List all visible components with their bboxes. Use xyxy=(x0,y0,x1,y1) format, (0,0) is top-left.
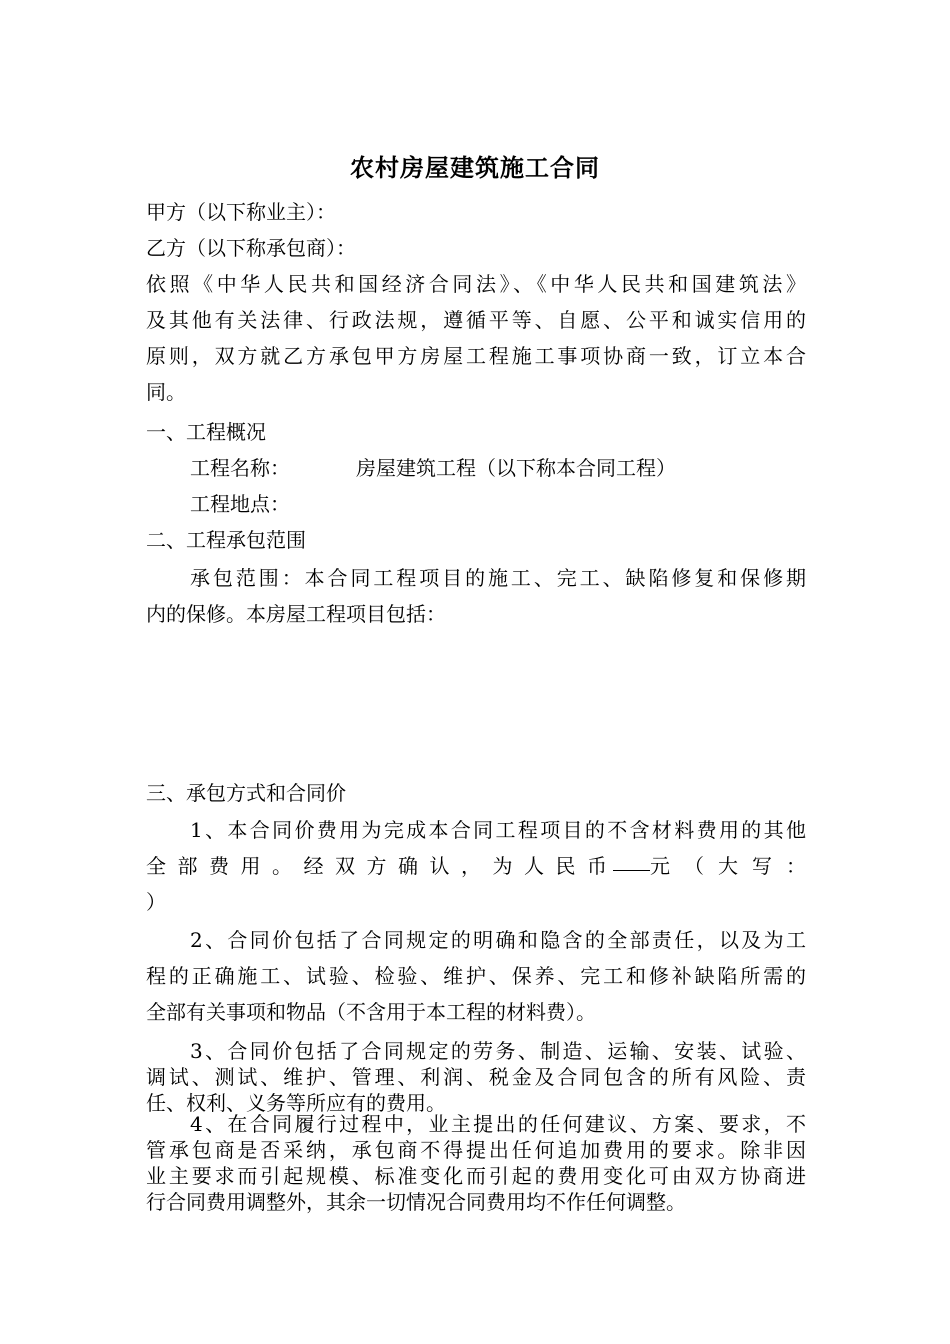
scope-line-2: 内的保修。本房屋工程项目包括： xyxy=(146,602,446,626)
item1-amount-suffix: 元（大写： xyxy=(650,854,820,878)
document-title: 农村房屋建筑施工合同 xyxy=(350,153,600,182)
item4-line-4: 行合同费用调整外，其余一切情况合同费用均不作任何调整。 xyxy=(146,1190,686,1214)
section1-heading: 一、工程概况 xyxy=(146,420,266,444)
project-location-label: 工程地点： xyxy=(190,492,290,516)
party-b-line: 乙方（以下称承包商）： xyxy=(146,236,356,260)
item4-line-3: 业主要求而引起规模、标准变化而引起的费用变化可由双方协商进 xyxy=(146,1164,806,1188)
party-a-line: 甲方（以下称业主）： xyxy=(146,200,336,224)
project-name-label: 工程名称： xyxy=(190,456,290,480)
preamble-line-2: 及其他有关法律、行政法规，遵循平等、自愿、公平和诚实信用的 xyxy=(146,308,806,332)
item1-line-1: 1、本合同价费用为完成本合同工程项目的不含材料费用的其他 xyxy=(190,818,806,842)
preamble-line-3: 原则，双方就乙方承包甲方房屋工程施工事项协商一致，订立本合 xyxy=(146,344,806,368)
item4-line-2: 管承包商是否采纳，承包商不得提出任何追加费用的要求。除非因 xyxy=(146,1138,806,1162)
item3-line-1: 3、合同价包括了合同规定的劳务、制造、运输、安装、试验、 xyxy=(190,1039,806,1063)
item3-line-2: 调试、测试、维护、管理、利润、税金及合同包含的所有风险、责 xyxy=(146,1065,806,1089)
item1-line-3: ） xyxy=(146,890,166,914)
item2-line-1: 2、合同价包括了合同规定的明确和隐含的全部责任，以及为工 xyxy=(190,928,806,952)
item4-line-1: 4、在合同履行过程中，业主提出的任何建议、方案、要求，不 xyxy=(190,1112,806,1136)
item2-line-3: 全部有关事项和物品（不含用于本工程的材料费）。 xyxy=(146,1000,596,1024)
preamble-line-4: 同。 xyxy=(146,380,186,404)
section3-heading: 三、承包方式和合同价 xyxy=(146,781,346,805)
item1-amount-prefix: 全部费用。经双方确认，为人民币 xyxy=(146,854,619,878)
section2-heading: 二、工程承包范围 xyxy=(146,528,306,552)
item2-line-2: 程的正确施工、试验、检验、维护、保养、完工和修补缺陷所需的 xyxy=(146,964,806,988)
item1-line-2 xyxy=(146,848,820,884)
project-name-line xyxy=(190,450,806,486)
item3-line-3: 任、权利、义务等所应有的费用。 xyxy=(146,1091,446,1115)
project-name-value: 房屋建筑工程（以下称本合同工程） xyxy=(356,456,676,480)
amount-blank xyxy=(613,848,651,871)
scope-line-1: 承包范围：本合同工程项目的施工、完工、缺陷修复和保修期 xyxy=(190,566,806,590)
preamble-line-1: 依照《中华人民共和国经济合同法》、《中华人民共和国建筑法》 xyxy=(146,272,806,296)
